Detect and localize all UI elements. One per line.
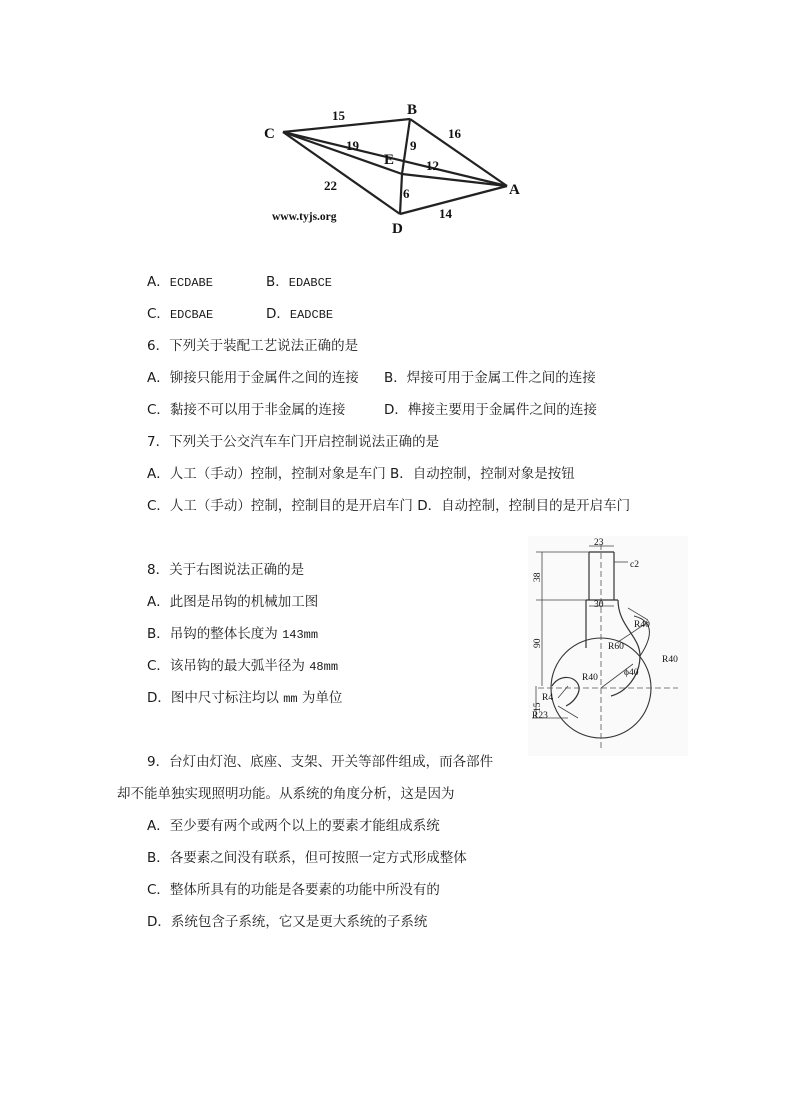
dim-r-outer: R40 xyxy=(662,655,678,665)
q9-option-b: B．各要素之间没有联系，但可按照一定方式形成整体 xyxy=(147,850,467,866)
q5-option-a xyxy=(147,273,213,292)
q6-option-c: C．黏接不可以用于非金属的连接 xyxy=(147,402,346,418)
option-label: B． xyxy=(266,274,289,290)
edge-be xyxy=(402,119,410,174)
edge-weight-cb: 15 xyxy=(332,108,345,123)
q9-stem-line-1: 9．台灯由灯泡、底座、支架、开关等部件组成，而各部件 xyxy=(147,754,494,770)
node-label-e: E xyxy=(384,152,395,168)
dim-body-height: 90 xyxy=(533,638,543,648)
dim-r-left: R40 xyxy=(582,673,598,683)
dim-diameter: ϕ40 xyxy=(624,668,639,678)
edge-ca xyxy=(283,132,507,186)
node-label-d: D xyxy=(392,221,403,237)
option-text: ECDABE xyxy=(169,276,213,290)
graph-figure xyxy=(250,92,540,242)
option-label: C． xyxy=(147,306,170,322)
watermark: www.tyjs.org xyxy=(272,211,337,223)
node-label-a: A xyxy=(509,182,520,198)
dim-shoulder-width: 30 xyxy=(594,600,604,610)
dim-bottom: 15 xyxy=(533,702,543,712)
q5-option-c xyxy=(147,305,213,324)
edge-weight-ba: 16 xyxy=(448,126,461,141)
option-text: B．吊钩的整体长度为 xyxy=(147,626,283,642)
q7-options-ab: A．人工（手动）控制，控制对象是车门 B．自动控制，控制对象是按钮 xyxy=(147,466,575,482)
dim-r-inner: R60 xyxy=(608,642,624,652)
dim-shank-height: 38 xyxy=(533,572,543,582)
q9-option-c: C．整体所具有的功能是各要素的功能中所没有的 xyxy=(147,882,440,898)
q8-stem: 8．关于右图说法正确的是 xyxy=(147,562,305,578)
q8-option-c xyxy=(147,657,338,676)
edge-da xyxy=(400,186,507,214)
q8-option-b xyxy=(147,625,318,644)
q7-stem: 7．下列关于公交汽车车门开启控制说法正确的是 xyxy=(147,434,440,450)
option-text: 为单位 xyxy=(297,690,343,706)
q6-stem: 6．下列关于装配工艺说法正确的是 xyxy=(147,338,359,354)
q7-options-cd: C．人工（手动）控制，控制目的是开启车门 D．自动控制，控制目的是开启车门 xyxy=(147,498,631,514)
edge-cb xyxy=(283,119,410,132)
option-label: D． xyxy=(266,306,290,322)
option-label: A． xyxy=(147,274,170,290)
q5-option-b xyxy=(266,273,332,292)
option-value: 48mm xyxy=(309,660,339,674)
option-text: EDCBAE xyxy=(169,308,214,322)
dim-chamfer: c2 xyxy=(630,560,639,570)
q9-option-a: A．至少要有两个或两个以上的要素才能组成系统 xyxy=(147,818,440,834)
q9-stem-line-2: 却不能单独实现照明功能。从系统的角度分析，这是因为 xyxy=(117,786,455,802)
option-text: D．图中尺寸标注均以 xyxy=(147,690,284,706)
edge-weight-ea: 12 xyxy=(426,158,439,173)
edge-cd xyxy=(283,132,400,214)
dim-r-small: R4 xyxy=(542,693,554,703)
dim-top-width: 23 xyxy=(594,538,604,548)
edge-weight-cd: 22 xyxy=(324,178,337,193)
option-value: 143mm xyxy=(282,628,319,642)
dim-r-tip: R40 xyxy=(634,620,650,630)
option-text: C．该吊钩的最大弧半径为 xyxy=(147,658,310,674)
edge-weight-be: 9 xyxy=(410,138,417,153)
q6-option-a: A．铆接只能用于金属件之间的连接 xyxy=(147,370,359,386)
node-label-b: B xyxy=(407,102,418,118)
q6-option-d: D．榫接主要用于金属件之间的连接 xyxy=(384,402,597,418)
hook-drawing xyxy=(528,536,688,756)
q9-option-d: D．系统包含子系统，它又是更大系统的子系统 xyxy=(147,914,428,930)
option-text: EADCBE xyxy=(289,308,334,322)
option-unit: mm xyxy=(283,692,298,706)
node-label-c: C xyxy=(264,126,275,142)
q5-option-d xyxy=(266,305,333,324)
option-text: EDABCE xyxy=(288,276,332,290)
edge-weight-da: 14 xyxy=(439,206,452,221)
q6-option-b: B．焊接可用于金属工件之间的连接 xyxy=(384,370,596,386)
edge-ed xyxy=(400,174,402,214)
edge-weight-ce: 19 xyxy=(346,138,359,153)
q8-option-d xyxy=(147,689,342,708)
edge-weight-ed: 6 xyxy=(403,186,410,201)
q8-option-a: A．此图是吊钩的机械加工图 xyxy=(147,594,319,610)
dim-r-bottom: R23 xyxy=(532,711,548,721)
